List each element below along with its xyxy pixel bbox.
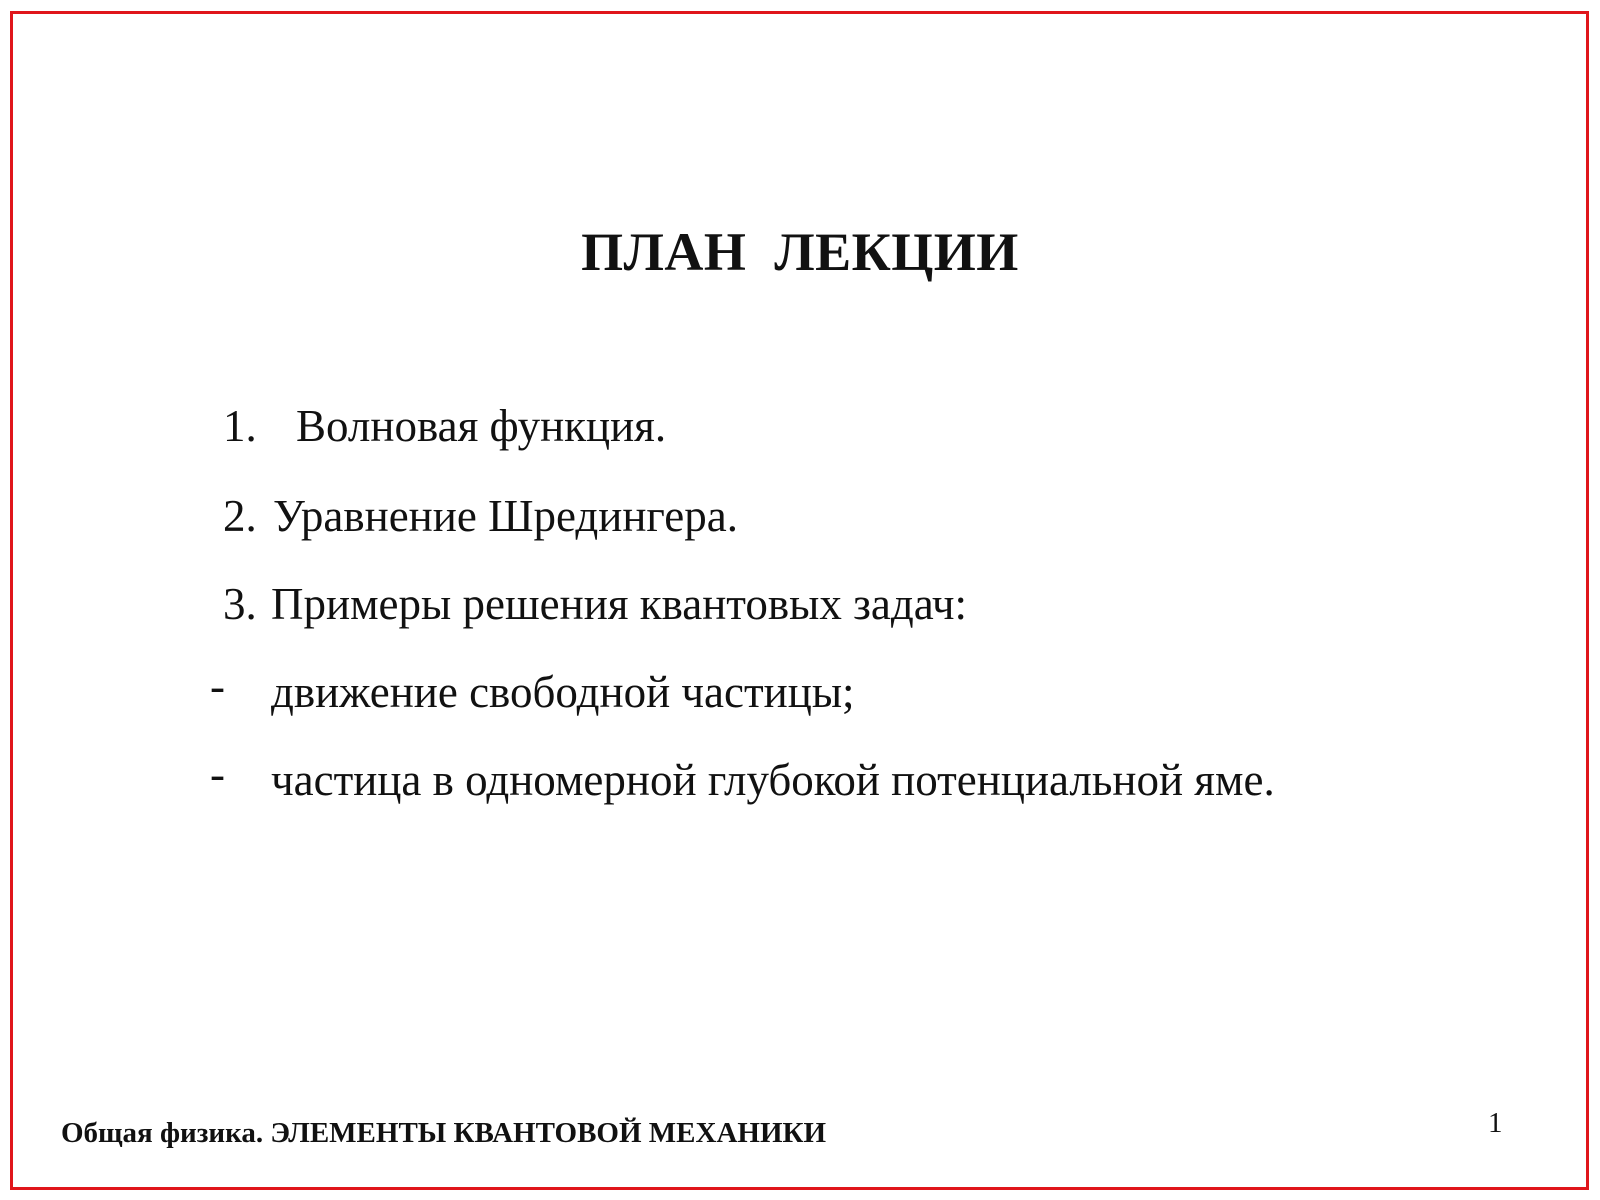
sub-list-item-text: частица в одномерной глубокой потенциальной яме.	[271, 755, 1275, 805]
list-item-number: 3.	[223, 579, 257, 629]
sub-list-item-text: движение свободной частицы;	[271, 667, 855, 717]
list-item-number: 2.	[223, 491, 257, 541]
list-item-text: Волновая функция.	[296, 401, 667, 451]
list-dash-marker: -	[210, 661, 225, 711]
page-number: 1	[1488, 1107, 1503, 1139]
list-item-number: 1.	[223, 401, 257, 451]
list-item-text: Примеры решения квантовых задач:	[271, 579, 968, 629]
list-dash-marker: -	[210, 749, 225, 799]
slide-title: ПЛАН ЛЕКЦИИ	[581, 222, 1019, 282]
footer-course-title: Общая физика. ЭЛЕМЕНТЫ КВАНТОВОЙ МЕХАНИКИ	[61, 1117, 827, 1149]
list-item-text: Уравнение Шредингера.	[273, 491, 738, 541]
